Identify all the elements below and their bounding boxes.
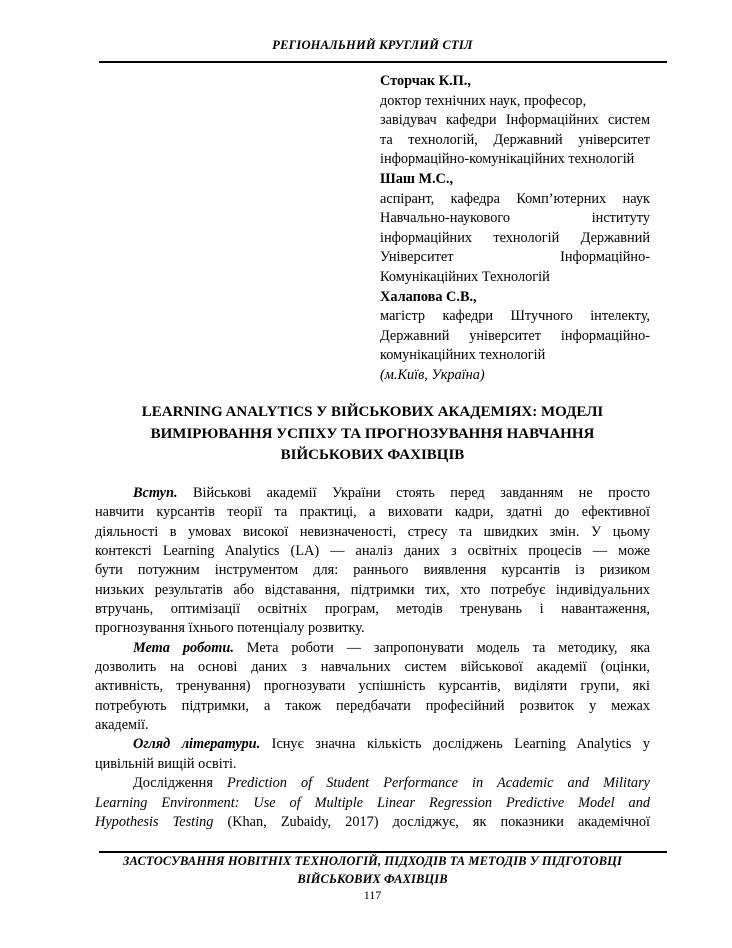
text-run: Hypothesis Testing bbox=[95, 813, 214, 830]
text-line bbox=[380, 248, 650, 268]
footer-title bbox=[95, 853, 650, 888]
text-line bbox=[380, 190, 650, 210]
text-line bbox=[95, 581, 650, 600]
text-run: Шаш М.С., bbox=[380, 170, 454, 187]
text-run: доктор технічних наук, професор, bbox=[380, 92, 587, 109]
header-rule bbox=[99, 61, 667, 63]
text-line bbox=[95, 755, 650, 774]
text-line bbox=[380, 268, 650, 288]
text-line bbox=[95, 735, 650, 754]
text-line bbox=[380, 229, 650, 249]
text-line bbox=[95, 774, 650, 793]
text-run: Вступ. bbox=[133, 485, 178, 501]
text-line bbox=[95, 542, 650, 561]
text-line bbox=[95, 561, 650, 580]
page-number: 117 bbox=[363, 888, 382, 902]
text-run: цивільній вищій освіті. bbox=[95, 755, 237, 772]
text-run: (Khan, Zubaidy, 2017) досліджує, як показники академічної bbox=[213, 813, 650, 830]
article-title bbox=[95, 402, 650, 467]
text-line: ЗАСТОСУВАННЯ НОВІТНІХ ТЕХНОЛОГІЙ, ПІДХОДІВ ТА МЕТОДІВ У ПІДГОТОВЦІ bbox=[123, 854, 622, 868]
text-run: Learning Environment: Use of Multiple Linear Regression Predictive Model and bbox=[95, 794, 650, 811]
text-run: Навчально-наукового інституту bbox=[380, 210, 650, 227]
text-line: ВІЙСЬКОВИХ ФАХІВЦІВ bbox=[280, 447, 465, 464]
text-run: діяльності в умовах високої невизначеності, стресу та швидких змін. У цьому bbox=[95, 523, 650, 540]
text-run: академії. bbox=[95, 717, 149, 734]
text-run: бути потужним інструментом для: раннього виявлення курсантів із ризиком bbox=[95, 562, 650, 579]
text-run: Мета роботи — запропонувати модель та методику, яка bbox=[233, 639, 650, 656]
text-run: Огляд літератури. bbox=[133, 736, 261, 753]
text-run: прогнозування їхнього потенціалу розвитку. bbox=[95, 620, 365, 637]
text-run: інформаційних технологій Державний bbox=[380, 229, 650, 246]
text-line bbox=[380, 170, 650, 190]
text-line: LEARNING ANALYTICS У ВІЙСЬКОВИХ АКАДЕМІЯХ: МОДЕЛІ bbox=[141, 404, 604, 420]
text-run: та технологій, Державний університет bbox=[380, 131, 650, 148]
text-line bbox=[95, 658, 650, 677]
text-run: Комунікаційних Технологій bbox=[380, 268, 550, 285]
text-line bbox=[95, 697, 650, 716]
text-line bbox=[95, 503, 650, 522]
text-line bbox=[380, 111, 650, 131]
text-run: Існує значна кількість досліджень Learning Analytics у bbox=[260, 736, 650, 753]
text-line bbox=[380, 92, 650, 112]
text-run: Сторчак К.П., bbox=[380, 73, 471, 89]
text-run: комунікаційних технологій bbox=[380, 347, 546, 364]
text-run: контексті Learning Analytics (LA) — аналіз даних з освітніх процесів — може bbox=[95, 543, 650, 560]
text-line bbox=[380, 150, 650, 170]
text-line bbox=[95, 813, 650, 832]
text-line bbox=[95, 600, 650, 619]
text-run: (м.Київ, Україна) bbox=[380, 366, 485, 383]
text-run: інформаційно-комунікаційних технологій bbox=[380, 151, 635, 168]
text-line bbox=[95, 677, 650, 696]
paragraph bbox=[95, 639, 650, 736]
text-run: низьких результатів або відставання, підтримки тих, хто потребує індивідуальних bbox=[95, 581, 650, 598]
author-block bbox=[380, 72, 650, 386]
text-line: ВИМІРЮВАННЯ УСПІХУ ТА ПРОГНОЗУВАННЯ НАВЧАННЯ bbox=[150, 425, 595, 442]
running-header: РЕГІОНАЛЬНИЙ КРУГЛИЙ СТІЛ bbox=[272, 38, 473, 52]
text-run: активність, тренування) прогнозувати успішність курсантів, виділяти групи, які bbox=[95, 678, 650, 695]
text-line bbox=[95, 716, 650, 735]
text-run: Мета роботи. bbox=[133, 639, 234, 656]
text-line: ВІЙСЬКОВИХ ФАХІВЦІВ bbox=[297, 871, 448, 886]
text-line bbox=[95, 639, 650, 658]
text-line bbox=[380, 327, 650, 347]
text-line bbox=[380, 346, 650, 366]
paragraph bbox=[95, 774, 650, 832]
paragraph bbox=[95, 484, 650, 639]
text-run: аспірант, кафедра Комп’ютерних наук bbox=[380, 190, 650, 207]
text-line bbox=[380, 209, 650, 229]
text-run: Університет Інформаційно- bbox=[380, 249, 650, 266]
text-line bbox=[380, 307, 650, 327]
text-line bbox=[380, 72, 650, 92]
text-line bbox=[380, 366, 650, 386]
paragraph bbox=[95, 735, 650, 774]
text-run: Військові академії України стоять перед завданням не просто bbox=[177, 485, 650, 501]
text-run: втручань, оптимізації освітніх програм, методів тренувань і навантаження, bbox=[95, 601, 650, 618]
text-line bbox=[95, 794, 650, 813]
text-run: Державний університет інформаційно- bbox=[380, 327, 650, 344]
body-text bbox=[95, 484, 650, 832]
text-line bbox=[380, 288, 650, 308]
text-line bbox=[95, 523, 650, 542]
text-run: завідувач кафедри Інформаційних систем bbox=[380, 112, 650, 129]
text-line bbox=[380, 131, 650, 151]
text-run: Дослідження bbox=[133, 775, 228, 792]
text-run: Халапова С.В., bbox=[380, 288, 477, 305]
text-run: дозволить на основі даних з навчальних систем військової академії (оцінки, bbox=[95, 659, 650, 676]
text-run: Prediction of Student Performance in Academic and Military bbox=[227, 775, 650, 792]
text-run: навчити курсантів теорії та практиці, а виховати кадри, здатні до ефективної bbox=[95, 504, 650, 521]
text-run: магістр кафедри Штучного інтелекту, bbox=[380, 308, 650, 325]
text-line bbox=[95, 484, 650, 503]
text-line bbox=[95, 619, 650, 638]
text-run: потребують підтримки, а також передбачати професійний розвиток у межах bbox=[95, 697, 650, 714]
